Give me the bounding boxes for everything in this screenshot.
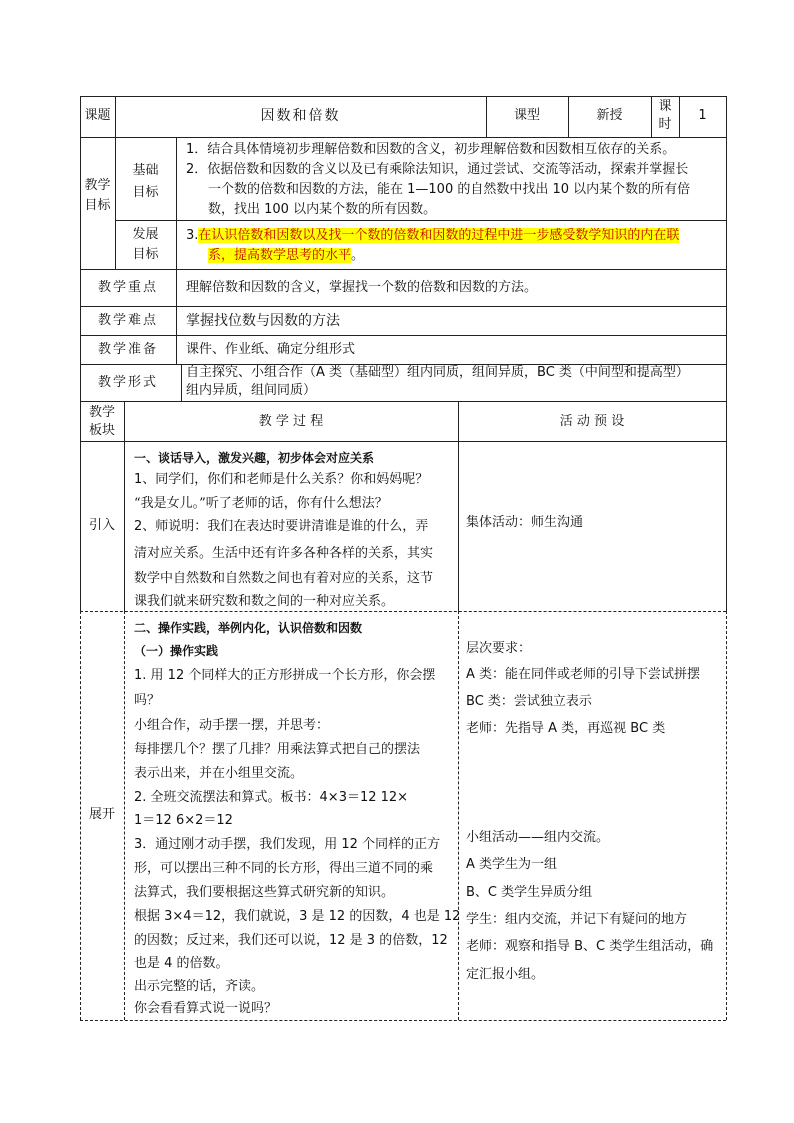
table-border <box>80 441 726 442</box>
preparation-value: 课件、作业纸、确定分组形式 <box>186 342 356 357</box>
expand-line: 出示完整的话，齐读。 <box>134 979 265 994</box>
expand-line: 2. 全班交流摆法和算式。板书：4×3＝12 12× <box>134 790 409 805</box>
difficulty-label: 教学难点 <box>97 313 158 328</box>
intro-title: 一、谈话导入，激发兴趣，初步体会对应关系 <box>134 451 375 465</box>
basic-objective-line: 1．结合具体情境初步理解倍数和因数的含义，初步理解倍数和因数相互依存的关系。 <box>186 142 676 157</box>
expand-line: 1. 用 12 个同样大的正方形拼成一个长方形，你会摆 <box>134 668 436 683</box>
difficulty-value: 掌握找位数与因数的方法 <box>186 313 340 329</box>
table-border <box>726 96 727 611</box>
table-border <box>458 611 459 1020</box>
expand-activity: 小组活动——组内交流。 <box>466 830 610 845</box>
section-label: 教学 板块 <box>88 405 115 438</box>
basic-objective-line: 一个数的倍数和因数的方法，能在 1—100 的自然数中找出 10 以内某个数的所有倍 <box>208 182 691 197</box>
intro-activity: 集体活动：师生沟通 <box>466 515 584 530</box>
expand-title: 二、操作实践，举例内化，认识倍数和因数 <box>134 621 363 635</box>
dev-objective-end: 。 <box>351 248 365 263</box>
focus-value: 理解倍数和因数的含义，掌握找一个数的倍数和因数的方法。 <box>186 280 538 295</box>
format-label: 教学形式 <box>97 375 158 390</box>
dev-objective-line2 <box>208 247 364 265</box>
hours-label: 课 时 <box>658 99 672 132</box>
table-border <box>80 96 726 97</box>
table-border <box>124 401 125 611</box>
expand-activity: BC 类：尝试独立表示 <box>466 694 592 709</box>
dev-objective-prefix: 3. <box>186 228 199 243</box>
expand-activity: 定汇报小组。 <box>466 967 545 982</box>
hours-value: 1 <box>698 108 707 123</box>
expand-activity: A 类学生为一组 <box>466 857 558 872</box>
expand-activity: A 类：能在同伴或老师的引导下尝试拼摆 <box>466 667 701 682</box>
expand-subtitle: （一）操作实践 <box>134 644 219 658</box>
expand-line: 表示出来，并在小组里交流。 <box>134 766 304 781</box>
expand-line: 1＝12 6×2＝12 <box>134 813 233 828</box>
table-border <box>726 611 727 1020</box>
table-border <box>176 220 726 221</box>
expand-activity: B、C 类学生异质分组 <box>466 885 593 900</box>
activity-header: 活 动 预 设 <box>559 414 625 429</box>
expand-line: 3．通过刚才动手摆，我们发现，用 12 个同样的正方 <box>134 837 441 852</box>
format-value: 自主探究、小组合作（A 类（基础型）组内同质，组间异质，BC 类（中间型和提高型） <box>186 365 689 380</box>
expand-line: 每排摆几个？摆了几排？用乘法算式把自己的摆法 <box>134 742 421 757</box>
basic-objective-label: 基础 目标 <box>132 163 159 200</box>
dev-objective-line1 <box>186 227 679 245</box>
lesson-title: 因数和倍数 <box>260 108 341 124</box>
expand-line: 小组合作，动手摆一摆，并思考： <box>134 718 330 733</box>
expand-activity: 老师：观察和指导 B、C 类学生组活动，确 <box>466 939 714 954</box>
table-border <box>176 137 177 364</box>
table-border <box>124 611 125 1020</box>
expand-line: 你会看看算式说一说吗？ <box>134 1001 278 1016</box>
focus-label: 教学重点 <box>97 280 158 295</box>
expand-line: 形，可以摆出三种不同的长方形，得出三道不同的乘 <box>134 861 434 876</box>
intro-line: 数学中自然数和自然数之间也有着对应的关系，这节 <box>134 571 434 586</box>
dev-objective-highlight: 系，提高数学思考的水平 <box>208 248 352 263</box>
expand-activity: 层次要求： <box>466 641 532 656</box>
table-border <box>80 401 726 402</box>
dev-objective-label: 发展 目标 <box>132 227 159 262</box>
expand-line: 也是 4 的倍数。 <box>134 956 229 971</box>
expand-line: 法算式，我们要根据这些算式研究新的知识。 <box>134 885 395 900</box>
expand-line: 的因数；反过来，我们还可以说，12 是 3 的倍数，12 <box>134 933 448 948</box>
objectives-label: 教学 目标 <box>84 178 111 213</box>
topic-label: 课题 <box>84 108 111 123</box>
format-value-line2: 组内异质，组间同质） <box>186 383 317 398</box>
intro-line: 2、师说明：我们在表达时要讲清谁是谁的什么，弄 <box>134 519 429 534</box>
intro-line: 清对应关系。生活中还有许多各种各样的关系，其实 <box>134 546 434 561</box>
expand-line: 根据 3×4＝12，我们就说，3 是 12 的因数，4 也是 12 <box>134 909 461 924</box>
table-border <box>458 401 459 611</box>
dev-objective-highlight: 在认识倍数和因数以及找一个数的倍数和因数的过程中进一步感受数学知识的内在联 <box>198 228 680 243</box>
lesson-type-label: 课型 <box>513 108 540 123</box>
table-border <box>181 364 182 401</box>
intro-label: 引入 <box>88 518 115 533</box>
intro-line: “我是女儿。”听了老师的话，你有什么想法？ <box>134 496 388 511</box>
lesson-type-value: 新授 <box>596 108 623 123</box>
expand-line: 吗？ <box>134 693 161 708</box>
table-border <box>80 611 726 612</box>
basic-objective-line: 数，找出 100 以内某个数的所有因数。 <box>208 202 437 217</box>
expand-activity: 老师：先指导 A 类，再巡视 BC 类 <box>466 721 666 736</box>
expand-label: 展开 <box>88 807 115 822</box>
intro-line: 1、同学们，你们和老师是什么关系？你和妈妈呢？ <box>134 472 429 487</box>
basic-objective-line: 2．依据倍数和因数的含义以及已有乘除法知识，通过尝试、交流等活动，探索并掌握长 <box>186 162 689 177</box>
preparation-label: 教学准备 <box>97 342 158 357</box>
table-border <box>115 220 176 221</box>
table-border <box>80 1020 726 1021</box>
intro-line: 课我们就来研究数和数之间的一种对应关系。 <box>134 594 395 609</box>
process-header: 教 学 过 程 <box>258 414 324 429</box>
expand-activity: 学生：组内交流，并记下有疑问的地方 <box>466 912 688 927</box>
